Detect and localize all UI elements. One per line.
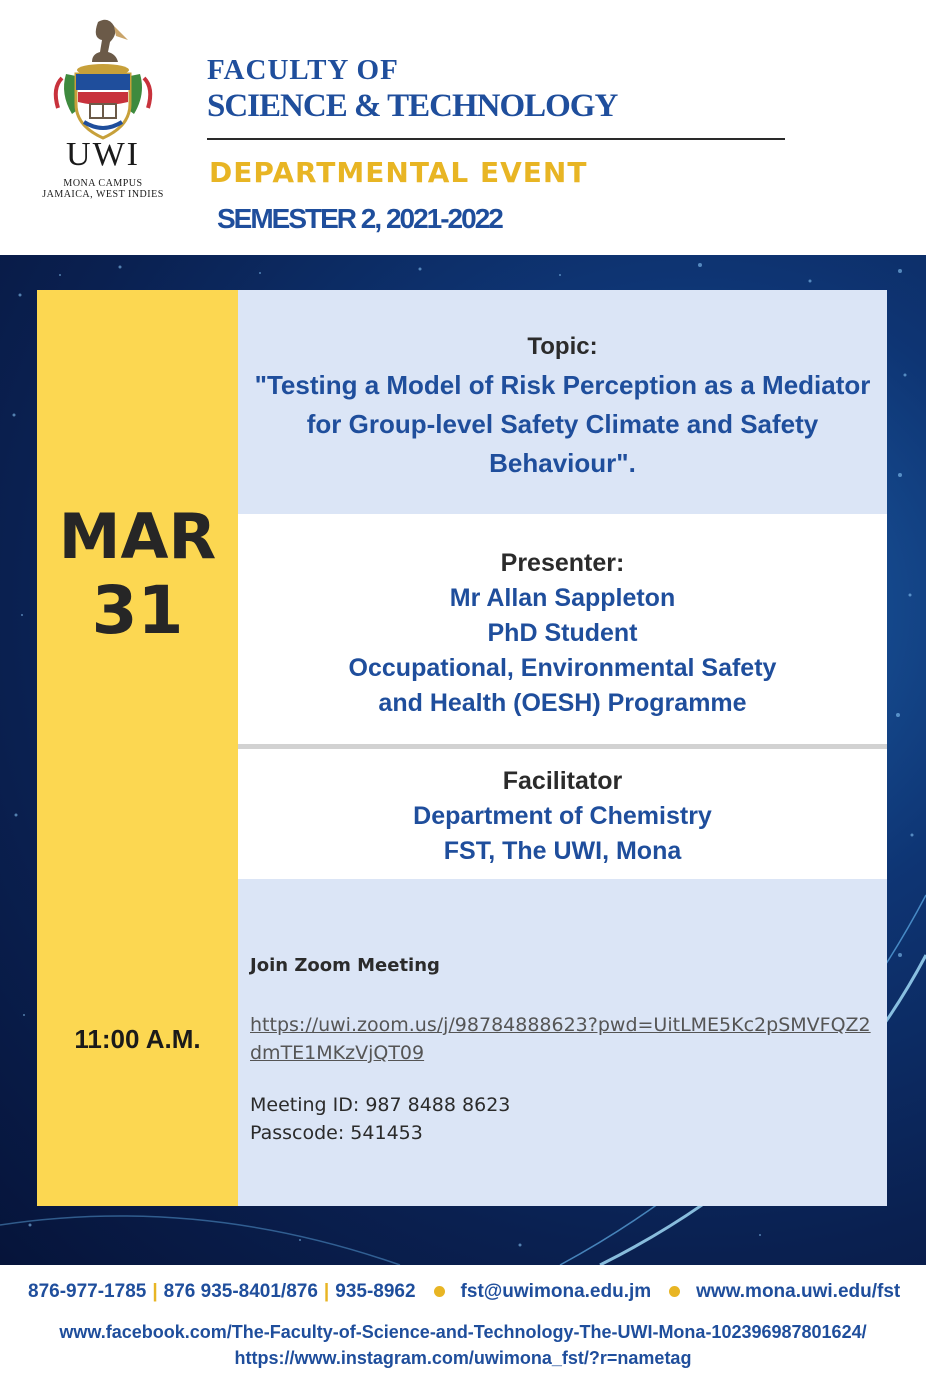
topic-label: Topic: xyxy=(527,333,598,360)
date-column xyxy=(37,290,238,1206)
event-time: 11:00 A.M. xyxy=(74,1024,201,1054)
presenter-name: Mr Allan Sappleton xyxy=(449,584,676,612)
zoom-meeting-link[interactable]: https://uwi.zoom.us/j/98784888623?pwd=UitLME5Kc2pSMVFQZ2dmTE1MKzVjQT09 xyxy=(250,1014,871,1064)
zoom-passcode: Passcode: 541453 xyxy=(250,1122,423,1144)
presenter-programme-line1: Occupational, Environmental Safety xyxy=(348,654,777,682)
semester-label: SEMESTER 2, 2021-2022 xyxy=(217,203,502,234)
separator: | xyxy=(323,1281,330,1302)
phone-2: 876 935-8401/876 xyxy=(163,1281,318,1302)
presenter-role: PhD Student xyxy=(487,619,638,647)
phone-3: 935-8962 xyxy=(335,1281,416,1302)
facebook-link[interactable]: www.facebook.com/The-Faculty-of-Science-and-Technology-The-UWI-Mona-102396987801624/ xyxy=(59,1322,867,1342)
facilitator-label: Facilitator xyxy=(502,767,623,795)
zoom-heading: Join Zoom Meeting xyxy=(250,955,440,976)
zoom-panel xyxy=(238,879,887,1206)
bullet-dot-icon xyxy=(434,1286,445,1297)
presenter-programme-line2: and Health (OESH) Programme xyxy=(378,689,747,717)
facilitator-panel xyxy=(238,749,887,879)
topic-panel xyxy=(238,290,887,514)
presenter-panel xyxy=(238,514,887,744)
campus-label: MONA CAMPUS JAMAICA, WEST INDIES xyxy=(42,178,164,200)
header-divider xyxy=(207,138,785,140)
faculty-title-line1: FACULTY OF xyxy=(207,54,399,86)
event-day: 31 xyxy=(91,572,184,649)
event-month: MAR xyxy=(58,500,217,573)
separator: | xyxy=(152,1281,158,1302)
contact-row xyxy=(28,1281,900,1303)
facilitator-details: Department of Chemistry FST, The UWI, Mona xyxy=(413,802,712,865)
header xyxy=(0,0,926,255)
bullet-dot-icon xyxy=(669,1286,680,1297)
topic-title: "Testing a Model of Risk Perception as a Mediator for Group-level Safety Climate and Safety Behaviour". xyxy=(254,370,871,478)
presenter-details xyxy=(238,581,887,721)
instagram-link[interactable]: https://www.instagram.com/uwimona_fst/?r=nametag xyxy=(234,1348,692,1368)
faculty-title-line2: SCIENCE & TECHNOLOGY xyxy=(207,88,618,124)
phone-1: 876-977-1785 xyxy=(28,1281,147,1302)
zoom-meeting-id: Meeting ID: 987 8488 8623 xyxy=(250,1094,511,1116)
presenter-label: Presenter: xyxy=(500,549,625,577)
event-type-label: DEPARTMENTAL EVENT xyxy=(209,156,588,189)
email-link[interactable]: fst@uwimona.edu.jm xyxy=(460,1281,652,1302)
footer xyxy=(0,1265,926,1388)
website-link[interactable]: www.mona.uwi.edu/fst xyxy=(696,1281,901,1302)
uwi-logo-text: UWI xyxy=(66,136,140,173)
